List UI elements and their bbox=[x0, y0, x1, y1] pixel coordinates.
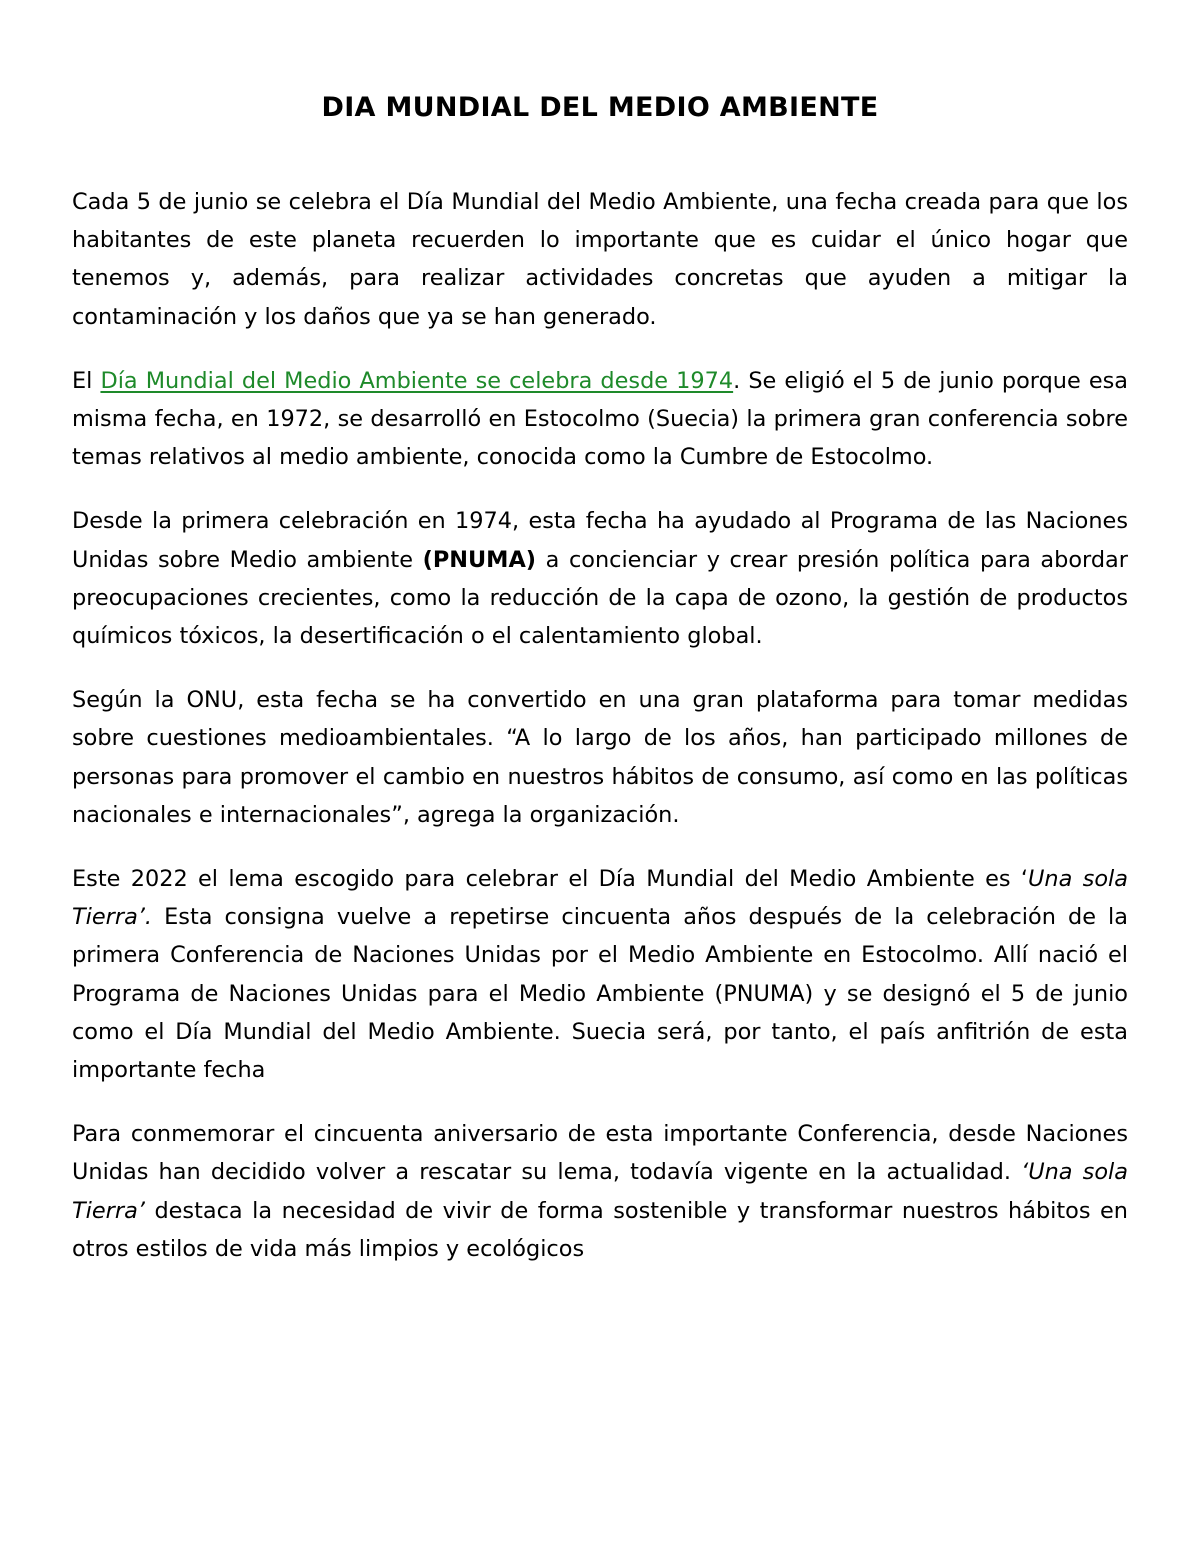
paragraph-lema-2022 bbox=[72, 860, 1128, 1089]
paragraph-text: Esta consigna vuelve a repetirse cincuenta años después de la celebración de la primera Conferencia de Naciones Unidas por el Medio Ambiente en Estocolmo. Allí nació el Programa de Naciones Unidas para el Medio Ambiente (PNUMA) y se designó el 5 de junio como el Día Mundial del Medio Ambiente. Suecia será, por tanto, el país anfitrión de esta importante fecha bbox=[72, 904, 1128, 1084]
paragraph-text: El bbox=[72, 367, 101, 394]
paragraph-onu: Según la ONU, esta fecha se ha convertido en una gran plataforma para tomar medidas sobre cuestiones medioambientales. “A lo largo de los años, han participado millones de personas para promover el cambio en nuestros hábitos de consumo, así como en las políticas nacionales e internacionales”, agrega la organización. bbox=[72, 687, 1128, 828]
lema-italic: ‘Una sola Tierra’ bbox=[72, 1159, 1128, 1224]
paragraph-pnuma bbox=[72, 502, 1128, 655]
lema-italic: Una sola Tierra’. bbox=[72, 866, 1128, 931]
paragraph-text: Para conmemorar el cincuenta aniversario de esta importante Conferencia, desde Naciones Unidas han decidido volver a rescatar su lema, todavía vigente en la actualidad. bbox=[72, 1121, 1128, 1186]
document-title: DIA MUNDIAL DEL MEDIO AMBIENTE bbox=[321, 92, 879, 123]
history-link[interactable]: Día Mundial del Medio Ambiente se celebra desde 1974 bbox=[100, 367, 734, 394]
paragraph-text: a concienciar y crear presión política para abordar preocupaciones crecientes, como la reducción de la capa de ozono, la gestión de productos químicos tóxicos, la desertificación o el calentamiento global. bbox=[72, 546, 1128, 650]
paragraph-text: Este 2022 el lema escogido para celebrar el Día Mundial del Medio Ambiente es ‘ bbox=[72, 866, 1029, 893]
paragraph-aniversario bbox=[72, 1115, 1128, 1268]
paragraph-text: Desde la primera celebración en 1974, esta fecha ha ayudado al Programa de las Naciones Unidas sobre Medio ambiente bbox=[72, 508, 1128, 573]
paragraph-history bbox=[72, 362, 1128, 477]
pnuma-acronym: (PNUMA) bbox=[422, 546, 537, 573]
document-page bbox=[72, 0, 1128, 1268]
paragraph-text: destaca la necesidad de vivir de forma sostenible y transformar nuestros hábitos en otros estilos de vida más limpios y ecológicos bbox=[72, 1197, 1128, 1262]
paragraph-text: . Se eligió el 5 de junio porque esa misma fecha, en 1972, se desarrolló en Estocolmo (Suecia) la primera gran conferencia sobre temas relativos al medio ambiente, conocida como la Cumbre de Estocolmo. bbox=[72, 367, 1128, 471]
paragraph-intro: Cada 5 de junio se celebra el Día Mundial del Medio Ambiente, una fecha creada para que los habitantes de este planeta recuerden lo importante que es cuidar el único hogar que tenemos y, además, para realizar actividades concretas que ayuden a mitigar la contaminación y los daños que ya se han generado. bbox=[72, 189, 1128, 330]
